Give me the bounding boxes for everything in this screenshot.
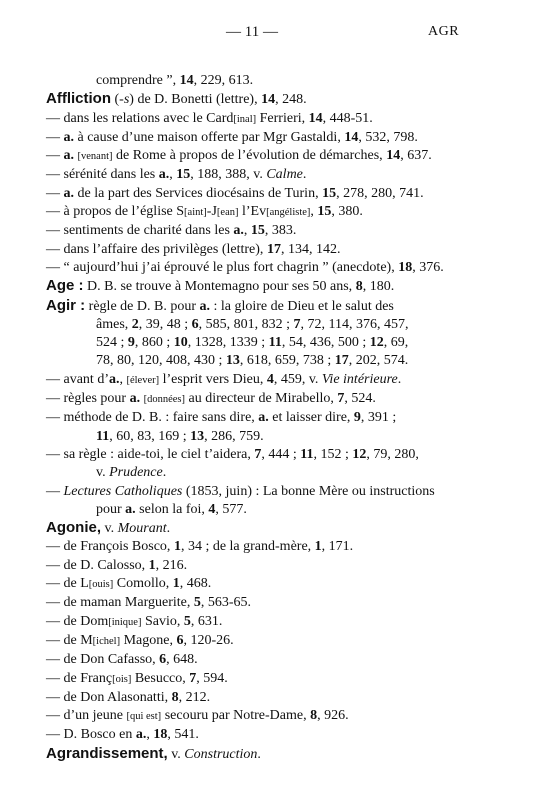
volume-number: 15	[317, 204, 332, 220]
entry-text: , 541.	[167, 727, 199, 743]
entry-text: ,	[243, 223, 251, 239]
entry-text: selon la foi,	[135, 501, 209, 517]
volume-number: 5	[193, 595, 201, 611]
index-entry-line	[46, 241, 496, 259]
editorial-bracket: [inique]	[108, 616, 142, 628]
page-number: — 11 —	[226, 24, 278, 40]
entry-text: , 631.	[190, 613, 223, 629]
entry-text: âmes,	[96, 316, 132, 332]
entry-text: , 448-51.	[322, 110, 373, 126]
entry-text: comprendre ”,	[96, 73, 180, 88]
index-entry-line	[46, 594, 496, 612]
entry-text: .	[302, 167, 307, 183]
volume-number: 7	[189, 670, 197, 686]
entry-text: au directeur de Mirabello,	[185, 391, 338, 407]
entry-text: v.	[101, 521, 118, 537]
volume-number: 15	[322, 185, 337, 201]
index-entry-line	[46, 90, 496, 109]
headword: Agir :	[46, 296, 86, 314]
index-entry-line	[46, 371, 496, 390]
entry-text: — règles pour	[46, 391, 130, 407]
index-entry-line	[46, 613, 496, 632]
volume-number: 6	[176, 632, 184, 648]
index-entry-line	[46, 203, 496, 222]
index-entry-line	[46, 147, 496, 166]
entry-text: ,	[310, 204, 318, 220]
entry-text: , 34 ; de la grand-mère,	[180, 539, 315, 555]
entry-text: Magone,	[120, 632, 177, 648]
volume-number: 14	[261, 92, 276, 108]
editorial-bracket: [données]	[143, 394, 185, 406]
entry-text: , 637.	[400, 148, 432, 164]
entry-text: , 618, 659, 738 ;	[239, 353, 335, 369]
entry-text: , 563-65.	[200, 595, 252, 611]
entry-text: , 383.	[264, 223, 297, 239]
volume-number: 18	[153, 727, 168, 743]
index-continuation-line	[46, 316, 496, 334]
entry-text: , 171.	[321, 539, 354, 555]
entry-text: ,	[146, 727, 154, 743]
entry-text: — de M	[46, 632, 93, 648]
entry-text: , 532, 798.	[358, 129, 418, 145]
volume-number: 8	[355, 279, 363, 295]
volume-number: 1	[172, 576, 180, 592]
entry-text: , 180.	[362, 279, 395, 295]
entry-text: — de Don Cafasso,	[46, 652, 160, 668]
index-entry-line	[46, 557, 496, 575]
headword: Age :	[46, 277, 84, 295]
entry-text: à cause d’une maison offerte par Mgr Gastaldi,	[74, 129, 345, 145]
entry-text: , 926.	[317, 708, 349, 724]
volume-number: 15	[250, 223, 265, 239]
volume-number: a.	[63, 185, 74, 201]
index-entry-line	[46, 185, 496, 203]
entry-text: règle de D. B. pour	[85, 298, 200, 314]
entry-text: — sérénité dans les	[46, 167, 159, 183]
index-continuation-line	[46, 352, 496, 370]
index-entry-line	[46, 277, 496, 296]
entry-text: , 229, 613.	[193, 73, 254, 88]
entry-text: — dans l’affaire des privilèges (lettre),	[46, 241, 267, 257]
entry-text: Savio,	[141, 613, 184, 629]
index-continuation-line	[46, 428, 496, 446]
index-entry-line	[46, 632, 496, 651]
volume-number: a.	[63, 148, 74, 164]
index-entry-line	[46, 390, 496, 409]
entry-text: — d’un jeune	[46, 708, 127, 724]
entry-text: .	[162, 465, 167, 481]
index-entry-line	[46, 409, 496, 427]
cross-reference: Lectures Catholiques	[63, 483, 183, 499]
entry-text: , 120-26.	[183, 632, 234, 648]
entry-text: et laisser dire,	[268, 410, 354, 426]
entry-text: — sentiments de charité dans les	[46, 223, 234, 239]
entry-text: ,	[119, 371, 127, 387]
volume-number: a.	[199, 298, 210, 314]
entry-text: (1853, juin) : La bonne Mère ou instructions	[182, 483, 435, 499]
entry-text: , 860 ;	[134, 335, 174, 351]
entry-text: .	[397, 371, 402, 387]
volume-number: 12	[352, 446, 367, 462]
entry-text: , 69,	[383, 335, 409, 351]
volume-number: 1	[148, 557, 156, 573]
index-entry-line	[46, 707, 496, 726]
cross-reference: Construction	[184, 746, 258, 762]
volume-number: a.	[108, 371, 120, 387]
volume-number: 1	[173, 539, 181, 555]
index-continuation-line	[46, 72, 496, 90]
running-head: AGR	[428, 24, 460, 39]
entry-text: , 444 ;	[261, 446, 301, 462]
entry-text: — de Don Alasonatti,	[46, 689, 172, 705]
volume-number: 4	[266, 371, 274, 387]
entry-text: , 1328, 1339 ;	[187, 335, 269, 351]
editorial-bracket: [ean]	[216, 207, 239, 219]
entry-text: , 72, 114, 376, 457,	[300, 316, 409, 332]
editorial-bracket: [aint]	[184, 207, 207, 219]
headword: Agonie,	[46, 519, 101, 537]
volume-number: 7	[254, 446, 262, 462]
entry-text: — de François Bosco,	[46, 539, 174, 555]
entry-text: , 648.	[166, 652, 198, 668]
volume-number: 2	[131, 316, 139, 332]
entry-text: Besucco,	[131, 670, 190, 686]
entry-text: .	[257, 746, 261, 762]
entry-text: , 60, 83, 169 ;	[109, 428, 191, 444]
entry-text: — avant d’	[46, 371, 109, 387]
volume-number: 14	[344, 129, 359, 145]
volume-number: 1	[314, 539, 322, 555]
index-entry-line	[46, 222, 496, 240]
editorial-bracket: [élever]	[126, 374, 160, 386]
entry-text: — à propos de l’église S	[46, 204, 185, 220]
entry-text: ,	[169, 167, 177, 183]
entry-text: — de maman Marguerite,	[46, 595, 194, 611]
cross-reference: Mourant	[117, 521, 167, 537]
index-entry-line	[46, 129, 496, 147]
volume-number: a.	[135, 727, 147, 743]
entry-text: — sa règle : aide-toi, le ciel t’aidera,	[46, 446, 255, 462]
headword: Agrandissement,	[46, 744, 168, 762]
entry-text: .	[166, 521, 171, 537]
volume-number: 6	[191, 316, 199, 332]
entry-text: ) de D. Bonetti (lettre),	[129, 92, 262, 108]
entry-text: , 468.	[179, 576, 212, 592]
volume-number: 5	[183, 613, 191, 629]
volume-number: 13	[190, 428, 205, 444]
volume-number: 11	[268, 335, 282, 351]
entry-text: (	[111, 92, 120, 108]
index-entry-line	[46, 446, 496, 464]
entry-text: , 594.	[196, 670, 228, 686]
editorial-bracket: [qui est]	[126, 711, 162, 723]
entry-text: — méthode de D. B. : faire sans dire,	[46, 410, 259, 426]
entry-text: — de Dom	[46, 613, 109, 629]
entry-text: , 248.	[275, 92, 307, 108]
entry-text: -J	[206, 204, 217, 220]
index-entry-line	[46, 483, 496, 501]
editorial-bracket: [ouis]	[88, 579, 114, 591]
entry-text: , 79, 280,	[366, 446, 419, 462]
entry-text: , 585, 801, 832 ;	[198, 316, 294, 332]
volume-number: 8	[171, 689, 179, 705]
index-entry-line	[46, 259, 496, 277]
entry-text: secouru par Notre-Dame,	[161, 708, 311, 724]
entry-text: , 39, 48 ;	[138, 316, 192, 332]
cross-reference: Prudence	[109, 465, 163, 481]
editorial-bracket: [venant]	[77, 151, 113, 163]
entry-text: , 391 ;	[360, 410, 397, 426]
volume-number: 18	[398, 259, 413, 275]
entry-text: , 376.	[412, 259, 444, 275]
volume-number: 6	[159, 652, 167, 668]
entry-text: D. B. se trouve à Montemagno pour ses 50 ans,	[83, 279, 356, 295]
index-entry-line	[46, 575, 496, 594]
entry-text: de la part des Services diocésains de Turin,	[74, 185, 323, 201]
entry-text: v.	[167, 746, 185, 762]
index-entry-line	[46, 726, 496, 744]
index-entries	[46, 72, 496, 764]
entry-text: —	[46, 483, 64, 499]
volume-number: 8	[310, 708, 318, 724]
entry-text: , 278, 280, 741.	[336, 185, 424, 201]
volume-number: 7	[337, 391, 345, 407]
volume-number: 7	[293, 316, 301, 332]
entry-text: — “ aujourd’hui j’ai éprouvé le plus fort chagrin ” (anecdote),	[46, 259, 399, 275]
volume-number: 17	[266, 241, 281, 257]
index-entry-line	[46, 166, 496, 184]
entry-text: , 286, 759.	[204, 428, 264, 444]
entry-text: , 380.	[331, 204, 363, 220]
volume-number: 13	[225, 353, 240, 369]
entry-text: , 524.	[344, 391, 376, 407]
volume-number: a.	[129, 391, 141, 407]
entry-text: , 577.	[215, 501, 247, 517]
entry-text: , 212.	[178, 689, 211, 705]
entry-text: Comollo,	[113, 576, 173, 592]
cross-reference: Calme	[266, 167, 303, 183]
volume-number: a.	[125, 501, 136, 517]
volume-number: a.	[258, 410, 269, 426]
entry-text: — dans les relations avec le Card	[46, 110, 234, 126]
volume-number: 11	[96, 428, 110, 444]
editorial-bracket: [ichel]	[92, 635, 121, 647]
volume-number: 17	[334, 353, 349, 369]
entry-text: , 188, 388, v.	[190, 167, 267, 183]
volume-number: 14	[386, 148, 401, 164]
headword: Affliction	[46, 90, 111, 108]
editorial-bracket: [ois]	[112, 673, 132, 685]
volume-number: 14	[308, 110, 323, 126]
index-continuation-line	[46, 334, 496, 352]
entry-text: , 134, 142.	[280, 241, 341, 257]
entry-text: — de L	[46, 576, 89, 592]
entry-text: l’esprit vers Dieu,	[159, 371, 267, 387]
index-entry-line	[46, 651, 496, 669]
entry-text: , 459, v.	[273, 371, 322, 387]
entry-text: l’Ev	[238, 204, 267, 220]
volume-number: 10	[173, 335, 188, 351]
index-entry-line	[46, 689, 496, 707]
volume-number: 14	[179, 73, 194, 88]
index-continuation-line	[46, 501, 496, 519]
index-entry-line	[46, 519, 496, 538]
entry-text: — D. Bosco en	[46, 727, 136, 743]
volume-number: 11	[300, 446, 314, 462]
index-entry-line	[46, 745, 496, 764]
index-entry-line	[46, 670, 496, 689]
entry-text: pour	[96, 501, 126, 517]
entry-text: Ferrieri,	[256, 110, 309, 126]
index-entry-line	[46, 110, 496, 129]
index-entry-line	[46, 538, 496, 556]
entry-text: v.	[96, 465, 110, 481]
volume-number: 4	[208, 501, 216, 517]
entry-text: : la gloire de Dieu et le salut des	[209, 298, 394, 314]
cross-reference: Vie intérieure	[321, 371, 398, 387]
entry-text: , 202, 574.	[348, 353, 409, 369]
volume-number: a.	[63, 129, 74, 145]
volume-number: 15	[176, 167, 191, 183]
volume-number: a.	[233, 223, 244, 239]
entry-text: — de D. Calosso,	[46, 557, 149, 573]
volume-number: 9	[127, 335, 135, 351]
entry-text: , 54, 436, 500 ;	[281, 335, 370, 351]
page-header	[0, 20, 536, 42]
entry-text: — de Franç	[46, 670, 113, 686]
volume-number: 9	[353, 410, 361, 426]
entry-text: , 216.	[155, 557, 188, 573]
entry-text: —	[46, 148, 64, 164]
entry-text: 78, 80, 120, 408, 430 ;	[96, 353, 226, 369]
cross-reference: -s	[119, 92, 130, 108]
entry-text: 524 ;	[96, 335, 128, 351]
entry-text: —	[46, 129, 64, 145]
editorial-bracket: [angéliste]	[266, 207, 311, 219]
index-entry-line	[46, 297, 496, 316]
entry-text: de Rome à propos de l’évolution de démarches,	[112, 148, 387, 164]
entry-text: , 152 ;	[313, 446, 353, 462]
index-continuation-line	[46, 464, 496, 482]
editorial-bracket: [inal]	[233, 113, 257, 125]
volume-number: 12	[369, 335, 384, 351]
volume-number: a.	[158, 167, 170, 183]
entry-text: —	[46, 185, 64, 201]
